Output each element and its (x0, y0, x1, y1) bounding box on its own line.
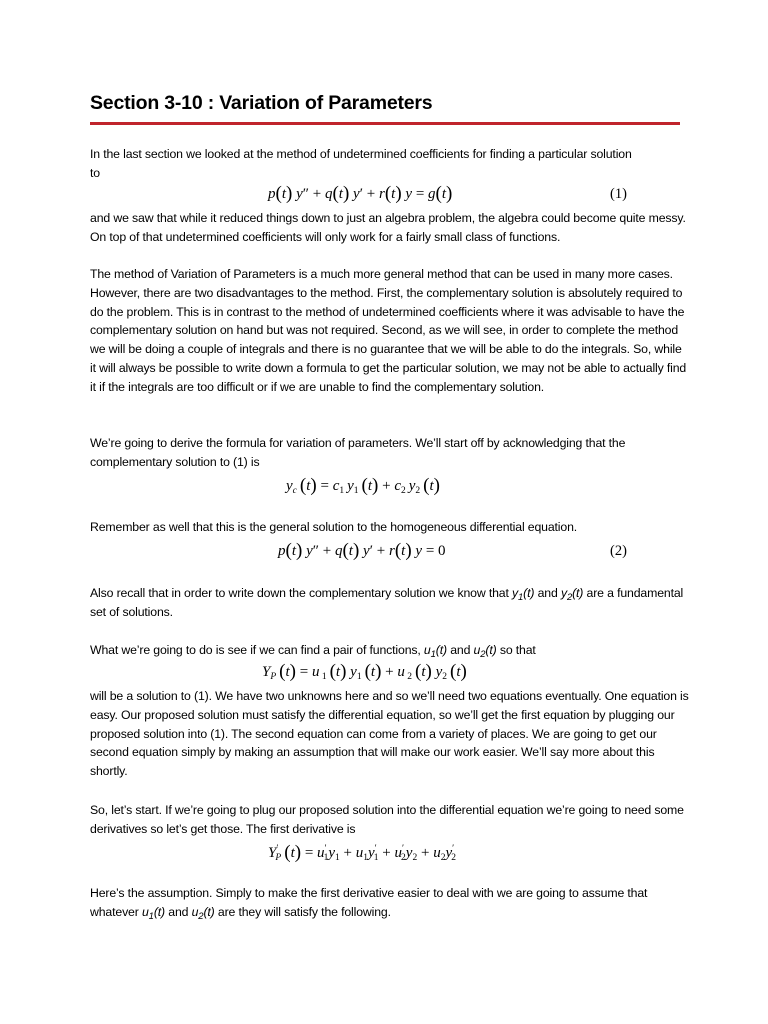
inline-u1: $u_1(t)$ (423, 643, 447, 660)
equation-complementary-body: $y_c$ $(t) = c_1$ $y_1$ $(t) + c_2$ $y_2$ (t) (286, 475, 440, 496)
paragraph-intro (90, 145, 690, 183)
inline-u2-b: $u_2(t)$ (191, 904, 215, 922)
equation-1-number: (1) (610, 186, 627, 202)
heading-rule (90, 122, 680, 125)
equation-particular-body: $Y_P$ (t) = u $_1$ (t) $y_1$ (t) + u $_2$ (t) $y_2$ (t) (262, 661, 467, 682)
inline-y1: $y_1(t)$ (512, 586, 535, 603)
equation-2-number: (2) (610, 543, 627, 559)
inline-u1-b: $u_1(t)$ (141, 904, 165, 922)
equation-2-body: p(t) y″ + q(t) y′ + r(t) y = 0 (278, 540, 446, 561)
paragraph-method-overview: The method of Variation of Parameters is a much more general method that can be used in many more cases. However, there are two disadvantages to the method. First, the complementary solution is absolutely required to do the problem. This is in contrast to the method of undetermined coefficients where it was advisable to have the complementary solution on hand but was not required. Second, as we will see, in order to complete the method we will be doing a couple of integrals and there is no guarantee that we will be able to do the integrals. So, while it will always be possible to write down a formula to get the particular solution, we may not be able to actually find it if the integrals are too difficult or if we are unable to find the complementary solution. (90, 267, 687, 394)
intro-text: In the last section we looked at the method of undetermined coefficients for finding a particular solution (90, 147, 632, 161)
paragraph-fundamental-set: Also recall that in order to write down the complementary solution we know that $y_1(t)$ and $y_2(t)$ are a fundamental set of solutions. (90, 586, 684, 619)
paragraph-two-unknowns: will be a solution to (1). We have two unknowns here and so we’ll need two equations eventually. One equation is easy. Our proposed solution must satisfy the differential equation, so we’ll get the first equation by plugging our proposed solution into (1). The second equation can come from a variety of places. We are going to get our second equation simply by making an assumption that will make our work easier. We’ll say more about this shortly. (90, 689, 689, 779)
inline-y2: $y_2(t)$ (560, 586, 584, 603)
inline-u2: $u_2(t)$ (473, 643, 497, 660)
section-heading: Section 3-10 : Variation of Parameters (90, 92, 433, 114)
paragraph-homogeneous: Remember as well that this is the general solution to the homogeneous differential equation. (90, 520, 578, 534)
equation-1-body: p(t) y″ + q(t) y′ + r(t) y = g(t) (268, 183, 453, 204)
paragraph-assumption: Here’s the assumption. Simply to make the first derivative easier to deal with we are going to assume that whatever $u_1(t)$ and $u_2(t)$ are they will satisfy the following. (90, 886, 648, 922)
paragraph-derivatives: So, let’s start. If we’re going to plug our proposed solution into the differential equation we’re going to need some derivatives so let’s get those. The first derivative is (90, 803, 684, 836)
paragraph-algebra: and we saw that while it reduced things down to just an algebra problem, the algebra could become quite messy. On top of that undetermined coefficients will only work for a fairly small class of functions. (90, 211, 686, 244)
equation-first-derivative-body: $Y'_P$ $(t) = u'_1y_1 + u_1y'_1 + u'_2y_2 + u_2y'_2$ (268, 842, 456, 863)
paragraph-derive: We’re going to derive the formula for variation of parameters. We’ll start off by acknowledging that the complementary solution to (1) is (90, 436, 626, 469)
paragraph-pair-of-functions: What we’re going to do is see if we can find a pair of functions, $u_1(t)$ and $u_2(t)$ so that (90, 643, 536, 660)
intro-text-cont: to (90, 165, 100, 180)
